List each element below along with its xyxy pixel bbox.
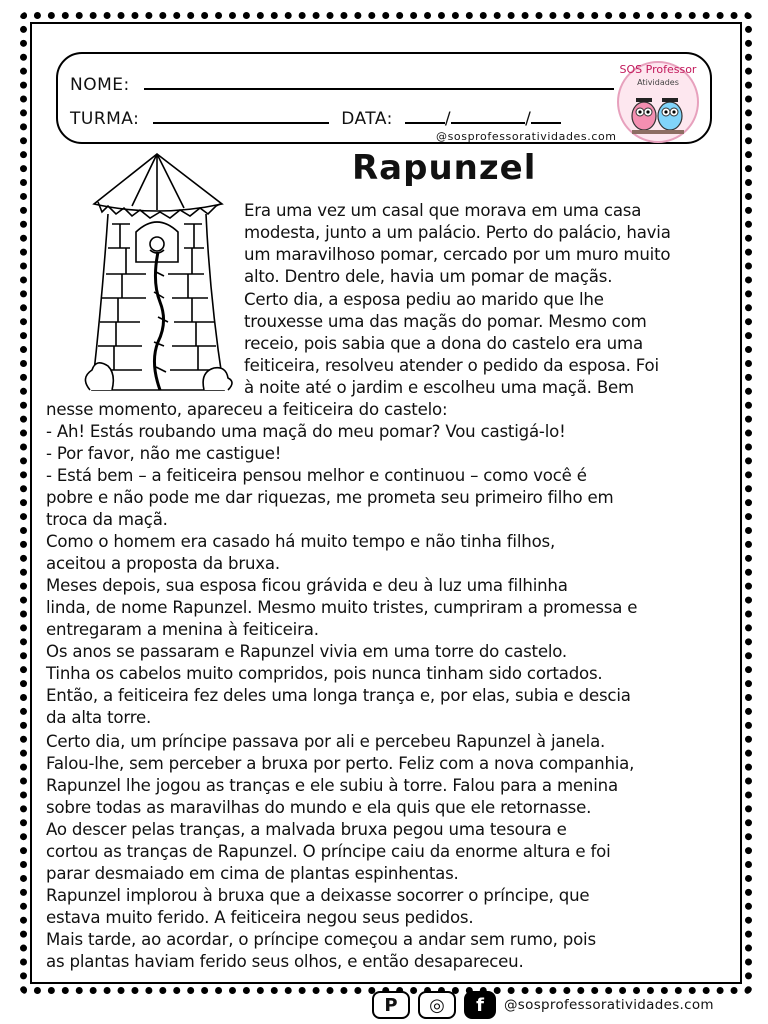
logo-text — [612, 64, 704, 89]
story-line: Meses depois, sua esposa ficou grávida e deu à luz uma filhinha — [46, 576, 568, 595]
tower-illustration — [72, 152, 242, 397]
story-line: Rapunzel implorou à bruxa que a deixasse socorrer o príncipe, que — [46, 886, 590, 905]
instagram-icon[interactable]: ◎ — [418, 991, 456, 1019]
header-handle: @sosprofessoratividades.com — [436, 130, 617, 143]
story-line: entregaram a menina à feiticeira. — [46, 620, 319, 639]
story-line: Rapunzel lhe jogou as tranças e ele subiu à torre. Falou para a menina — [46, 776, 618, 795]
story-line: Era uma vez um casal que morava em uma casa — [244, 201, 642, 220]
name-blank[interactable] — [144, 74, 614, 90]
story-line: troca da maçã. — [46, 510, 168, 529]
story-line: parar desmaiado em cima de plantas espinhentas. — [46, 864, 459, 883]
logo-subtitle: Atividades — [637, 78, 679, 87]
facebook-icon[interactable]: f — [464, 991, 496, 1019]
story-line: Falou-lhe, sem perceber a bruxa por perto. Feliz com a nova companhia, — [46, 754, 635, 773]
story-line: Como o homem era casado há muito tempo e não tinha filhos, — [46, 532, 556, 551]
name-row — [70, 74, 614, 95]
story-line: um maravilhoso pomar, cercado por um muro muito — [244, 245, 671, 264]
story-line: da alta torre. — [46, 708, 152, 727]
class-blank[interactable] — [153, 108, 329, 124]
story-line: à noite até o jardim e escolheu uma maçã. Bem — [244, 378, 634, 397]
story-line: modesta, junto a um palácio. Perto do palácio, havia — [244, 223, 671, 242]
story-line: estava muito ferido. A feiticeira negou seus pedidos. — [46, 908, 474, 927]
footer-handle[interactable]: @sosprofessoratividades.com — [504, 997, 714, 1013]
story-line: Certo dia, um príncipe passava por ali e percebeu Rapunzel à janela. — [46, 732, 606, 751]
year-blank[interactable] — [531, 108, 561, 124]
class-date-row — [70, 108, 561, 129]
story-line: - Está bem – a feiticeira pensou melhor e continuou – como você é — [46, 466, 587, 485]
story-line: receio, pois sabia que a dona do castelo era uma — [244, 334, 643, 353]
name-label: NOME: — [70, 75, 130, 95]
story-line: linda, de nome Rapunzel. Mesmo muito tristes, cumpriram a promessa e — [46, 598, 638, 617]
pinterest-icon[interactable]: P — [372, 991, 410, 1019]
day-blank[interactable] — [405, 108, 445, 124]
story-line: trouxesse uma das maçãs do pomar. Mesmo com — [244, 312, 647, 331]
story-line: aceitou a proposta da bruxa. — [46, 554, 280, 573]
story-line: sobre todas as maravilhas do mundo e ela quis que ele retornasse. — [46, 798, 592, 817]
story-line: Tinha os cabelos muito compridos, pois nunca tinham sido cortados. — [46, 664, 603, 683]
story-line: Certo dia, a esposa pediu ao marido que lhe — [244, 290, 604, 309]
social-footer — [372, 990, 714, 1020]
date-slash: / — [525, 109, 532, 129]
story-line: - Por favor, não me castigue! — [46, 444, 282, 463]
story-line: Os anos se passaram e Rapunzel vivia em uma torre do castelo. — [46, 642, 568, 661]
date-label: DATA: — [341, 109, 393, 129]
page-title: Rapunzel — [352, 148, 537, 188]
date-slash: / — [444, 109, 452, 129]
story-line: Então, a feiticeira fez deles uma longa trança e, por elas, subia e descia — [46, 686, 631, 705]
story-line: feiticeira, resolveu atender o pedido da esposa. Foi — [244, 356, 659, 375]
sos-professor-logo — [612, 58, 704, 144]
story-line: cortou as tranças de Rapunzel. O príncipe caiu da enorme altura e foi — [46, 842, 611, 861]
class-label: TURMA: — [70, 109, 140, 129]
story-line: pobre e não pode me dar riquezas, me prometa seu primeiro filho em — [46, 488, 614, 507]
story-line: nesse momento, apareceu a feiticeira do castelo: — [46, 400, 448, 419]
story-line: as plantas haviam ferido seus olhos, e então desapareceu. — [46, 952, 524, 971]
story-line: - Ah! Estás roubando uma maçã do meu pomar? Vou castigá-lo! — [46, 422, 566, 441]
story-line: alto. Dentro dele, havia um pomar de maçãs. — [244, 267, 613, 286]
logo-title: SOS Professor — [619, 63, 697, 76]
story-line: Mais tarde, ao acordar, o príncipe começou a andar sem rumo, pois — [46, 930, 596, 949]
story-line: Ao descer pelas tranças, a malvada bruxa pegou uma tesoura e — [46, 820, 567, 839]
month-blank[interactable] — [451, 108, 525, 124]
